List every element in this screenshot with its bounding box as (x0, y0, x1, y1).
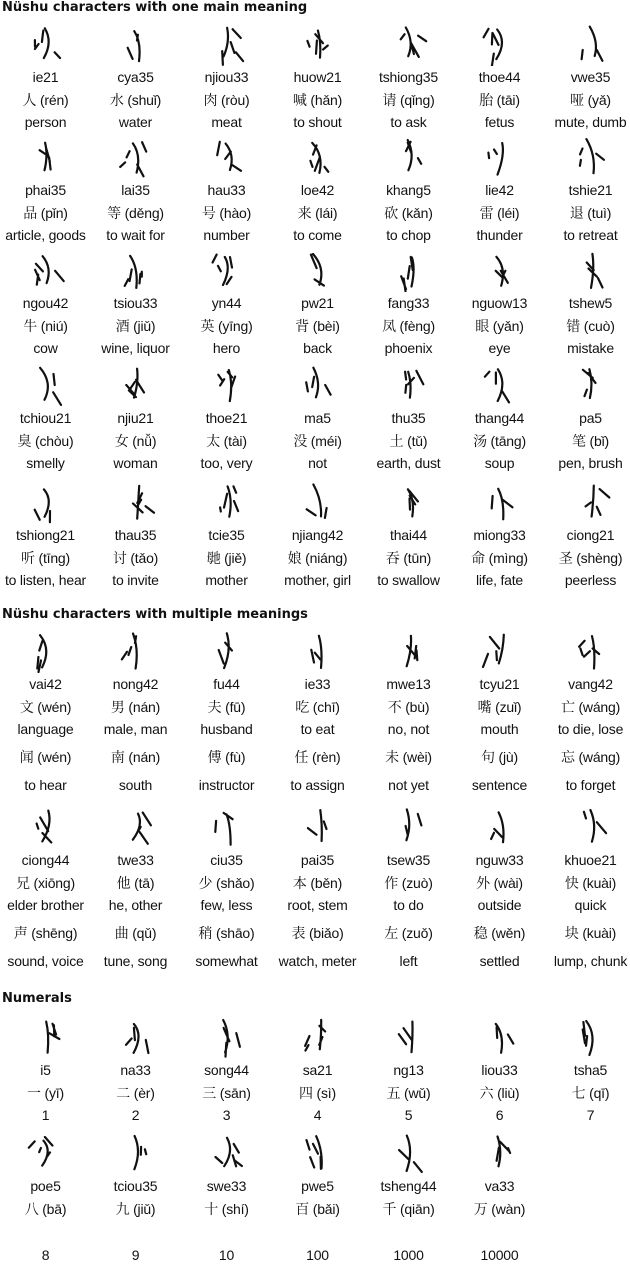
meaning-label: male, man (103, 721, 168, 737)
meaning-label: to invite (112, 572, 159, 588)
nushu-thang44-icon (480, 361, 520, 407)
nushu-liou33-icon (480, 1013, 520, 1059)
nushu-song44-icon (207, 1013, 247, 1059)
hanzi-label: 品 (pǐn) (23, 205, 68, 221)
hanzi-label-secondary: 左 (zuǒ) (384, 925, 433, 941)
hanzi-label: 万 (wàn) (473, 1201, 526, 1217)
meaning-label: meat (211, 114, 242, 130)
romanization-label: tchiou21 (19, 410, 72, 426)
meaning-label: number (203, 227, 250, 243)
meaning-label: smelly (26, 455, 65, 471)
meaning-label: no, not (387, 721, 430, 737)
hanzi-label-secondary: 稍 (shāo) (198, 925, 255, 941)
nushu-ciong44-icon (26, 803, 66, 849)
nushu-tshie21-icon (571, 133, 611, 179)
hanzi-label-secondary: 未 (wèi) (385, 749, 432, 765)
hanzi-label: 十 (shí) (204, 1201, 249, 1217)
romanization-label: huow21 (293, 69, 342, 85)
meaning-label-secondary: sound, voice (7, 953, 84, 969)
romanization-label: ie21 (32, 69, 59, 85)
meaning-label: mother (205, 572, 248, 588)
meaning-label-secondary: lump, chunk (553, 953, 628, 969)
nushu-twe33-icon (116, 803, 156, 849)
nushu-fu44-icon (207, 627, 247, 673)
hanzi-label: 没 (méi) (293, 433, 342, 449)
hanzi-label: 等 (děng) (107, 205, 164, 221)
romanization-label: ciong44 (21, 852, 70, 868)
hanzi-label-secondary: 表 (biǎo) (291, 925, 344, 941)
hanzi-label: 八 (bā) (24, 1201, 67, 1217)
hanzi-label-secondary: 任 (rèn) (294, 749, 341, 765)
meaning-label: to swallow (377, 572, 440, 588)
hanzi-label: 听 (tīng) (21, 550, 70, 566)
romanization-label: miong33 (473, 527, 526, 543)
nushu-yn44-icon (207, 246, 247, 292)
nushu-mwe13-icon (389, 627, 429, 673)
meaning-label: mouth (480, 721, 519, 737)
nushu-nguow13-icon (480, 246, 520, 292)
hanzi-label: 水 (shuǐ) (109, 92, 162, 108)
nushu-pwe5-icon (298, 1129, 338, 1175)
meaning-label: to chop (386, 227, 431, 243)
hanzi-label: 笔 (bǐ) (572, 433, 609, 449)
nushu-ma5-icon (298, 361, 338, 407)
nushu-vwe35-icon (571, 20, 611, 66)
romanization-label: tshew5 (568, 295, 613, 311)
meaning-label: 8 (41, 1247, 50, 1263)
meaning-label: article, goods (5, 227, 86, 243)
meaning-label: outside (477, 897, 522, 913)
romanization-label: tshie21 (568, 182, 613, 198)
hanzi-label: 号 (hào) (201, 205, 252, 221)
nushu-tshew5-icon (571, 246, 611, 292)
romanization-label: swe33 (206, 1178, 247, 1194)
meaning-label-secondary: to hear (24, 777, 67, 793)
nushu-thoe21-icon (207, 361, 247, 407)
meaning-label: back (303, 340, 332, 356)
nushu-sa21-icon (298, 1013, 338, 1059)
meaning-label-secondary: instructor (198, 777, 255, 793)
hanzi-label-secondary: 块 (kuài) (564, 925, 617, 941)
meaning-label: husband (200, 721, 253, 737)
nushu-ciu35-icon (207, 803, 247, 849)
romanization-label: njiu21 (117, 410, 154, 426)
meaning-label: 1000 (393, 1247, 424, 1263)
nushu-cya35-icon (116, 20, 156, 66)
romanization-label: tshiong35 (379, 69, 438, 85)
meaning-label: 10000 (480, 1247, 519, 1263)
romanization-label: nguw33 (475, 852, 524, 868)
romanization-label: njiang42 (291, 527, 344, 543)
nushu-lie42-icon (480, 133, 520, 179)
hanzi-label: 吃 (chī) (295, 699, 340, 715)
meaning-label: 10 (218, 1247, 235, 1263)
romanization-label: loe42 (300, 182, 335, 198)
meaning-label-secondary: south (118, 777, 153, 793)
hanzi-label: 眼 (yǎn) (475, 318, 524, 334)
romanization-label: mwe13 (386, 676, 431, 692)
meaning-label: few, less (200, 897, 253, 913)
hanzi-label: 喊 (hǎn) (292, 92, 343, 108)
romanization-label: nong42 (112, 676, 159, 692)
hanzi-label: 哑 (yǎ) (570, 92, 611, 108)
nushu-njiu21-icon (116, 361, 156, 407)
hanzi-label: 三 (sān) (202, 1085, 251, 1101)
romanization-label: fang33 (387, 295, 430, 311)
hanzi-label: 百 (bǎi) (295, 1201, 340, 1217)
meaning-label: to do (393, 897, 424, 913)
meaning-label: wine, liquor (101, 340, 170, 356)
meaning-label: 9 (131, 1247, 140, 1263)
hanzi-label: 本 (běn) (292, 875, 343, 891)
hanzi-label: 错 (cuò) (566, 318, 615, 334)
hanzi-label: 英 (yīng) (200, 318, 253, 334)
hanzi-label: 来 (lái) (297, 205, 338, 221)
romanization-label: vai42 (29, 676, 62, 692)
meaning-label: earth, dust (376, 455, 441, 471)
romanization-label: song44 (204, 1062, 249, 1078)
romanization-label: i5 (40, 1062, 51, 1078)
hanzi-label: 少 (shǎo) (198, 875, 255, 891)
hanzi-label: 臭 (chòu) (17, 433, 74, 449)
hanzi-label: 外 (wài) (476, 875, 523, 891)
nushu-tchiou21-icon (26, 361, 66, 407)
romanization-label: tsiou33 (113, 295, 158, 311)
hanzi-label-secondary: 稳 (wěn) (473, 925, 526, 941)
nushu-ngou42-icon (26, 246, 66, 292)
meaning-label: root, stem (287, 897, 348, 913)
hanzi-label-secondary: 声 (shēng) (13, 925, 78, 941)
meaning-label: peerless (564, 572, 617, 588)
romanization-label: pai35 (300, 852, 335, 868)
meaning-label: thunder (476, 227, 523, 243)
hanzi-label: 请 (qǐng) (382, 92, 435, 108)
nushu-na33-icon (116, 1013, 156, 1059)
hanzi-label: 四 (sì) (299, 1085, 336, 1101)
nushu-huow21-icon (298, 20, 338, 66)
hanzi-label: 不 (bù) (387, 699, 430, 715)
romanization-label: tsha5 (573, 1062, 608, 1078)
romanization-label: poe5 (30, 1178, 61, 1194)
hanzi-label: 人 (rén) (22, 92, 69, 108)
romanization-label: vang42 (568, 676, 613, 692)
meaning-label: 1 (41, 1107, 50, 1123)
hanzi-label-secondary: 句 (jù) (481, 749, 518, 765)
romanization-label: ma5 (304, 410, 331, 426)
hanzi-label: 命 (mìng) (471, 550, 528, 566)
meaning-label: soup (484, 455, 515, 471)
hanzi-label: 兄 (xiōng) (16, 875, 75, 891)
romanization-label: yn44 (211, 295, 242, 311)
nushu-khang5-icon (389, 133, 429, 179)
nushu-poe5-icon (26, 1129, 66, 1175)
hanzi-label: 他 (tā) (116, 875, 155, 891)
romanization-label: tsheng44 (380, 1178, 437, 1194)
romanization-label: tciou35 (113, 1178, 158, 1194)
nushu-pw21-icon (298, 246, 338, 292)
nushu-vang42-icon (571, 627, 611, 673)
meaning-label: elder brother (7, 897, 84, 913)
meaning-label: 7 (586, 1107, 595, 1123)
meaning-label: pen, brush (558, 455, 623, 471)
hanzi-label: 九 (jiǔ) (115, 1201, 156, 1217)
nushu-tcyu21-icon (480, 627, 520, 673)
meaning-label: 4 (313, 1107, 322, 1123)
romanization-label: nguow13 (471, 295, 528, 311)
romanization-label: hau33 (207, 182, 246, 198)
romanization-label: khuoe21 (564, 852, 617, 868)
nushu-miong33-icon (480, 478, 520, 524)
romanization-label: ng13 (393, 1062, 424, 1078)
meaning-label-secondary: settled (479, 953, 520, 969)
hanzi-label: 太 (tài) (206, 433, 247, 449)
hanzi-label-secondary: 闻 (wén) (19, 749, 72, 765)
romanization-label: thai44 (390, 527, 427, 543)
meaning-label: to ask (390, 114, 427, 130)
romanization-label: tcie35 (208, 527, 245, 543)
romanization-label: pw21 (301, 295, 334, 311)
nushu-phai35-icon (26, 133, 66, 179)
meaning-label: to eat (300, 721, 335, 737)
nushu-tsiou33-icon (116, 246, 156, 292)
nushu-pa5-icon (571, 361, 611, 407)
section-title-one-meaning: Nüshu characters with one main meaning (2, 0, 308, 15)
romanization-label: tshiong21 (16, 527, 75, 543)
romanization-label: tcyu21 (479, 676, 520, 692)
hanzi-label: 一 (yī) (27, 1085, 64, 1101)
meaning-label-secondary: left (399, 953, 418, 969)
meaning-label: too, very (200, 455, 253, 471)
hanzi-label: 圣 (shèng) (558, 550, 623, 566)
meaning-label: quick (574, 897, 607, 913)
meaning-label-secondary: tune, song (103, 953, 168, 969)
romanization-label: pa5 (579, 410, 602, 426)
meaning-label: to retreat (563, 227, 618, 243)
nushu-njiang42-icon (298, 478, 338, 524)
hanzi-label: 夫 (fū) (207, 699, 246, 715)
meaning-label: 6 (495, 1107, 504, 1123)
nushu-fang33-icon (389, 246, 429, 292)
romanization-label: va33 (484, 1178, 515, 1194)
meaning-label: cow (33, 340, 58, 356)
romanization-label: cya35 (117, 69, 154, 85)
hanzi-label: 背 (bèi) (295, 318, 340, 334)
meaning-label-secondary: to forget (565, 777, 616, 793)
romanization-label: ciu35 (210, 852, 243, 868)
romanization-label: na33 (120, 1062, 151, 1078)
meaning-label: mistake (567, 340, 614, 356)
romanization-label: lie42 (485, 182, 514, 198)
meaning-label-secondary: to assign (290, 777, 345, 793)
meaning-label: mother, girl (284, 572, 351, 588)
nushu-hau33-icon (207, 133, 247, 179)
hanzi-label: 千 (qiān) (382, 1201, 435, 1217)
meaning-label: not (308, 455, 327, 471)
nushu-tsha5-icon (571, 1013, 611, 1059)
hanzi-label: 作 (zuò) (384, 875, 433, 891)
meaning-label: he, other (108, 897, 163, 913)
romanization-label: ngou42 (22, 295, 69, 311)
nushu-swe33-icon (207, 1129, 247, 1175)
hanzi-label: 酒 (jiǔ) (115, 318, 156, 334)
nushu-thoe44-icon (480, 20, 520, 66)
romanization-label: khang5 (386, 182, 431, 198)
hanzi-label-secondary: 南 (nán) (110, 749, 161, 765)
meaning-label: to die, lose (557, 721, 624, 737)
meaning-label-secondary: somewhat (195, 953, 258, 969)
nushu-i5-icon (26, 1013, 66, 1059)
hanzi-label: 快 (kuài) (564, 875, 617, 891)
romanization-label: fu44 (213, 676, 240, 692)
nushu-tshiong21-icon (26, 478, 66, 524)
meaning-label: 2 (131, 1107, 140, 1123)
romanization-label: ciong21 (566, 527, 615, 543)
hanzi-label-secondary: 傅 (fù) (207, 749, 246, 765)
romanization-label: lai35 (121, 182, 150, 198)
nushu-va33-icon (480, 1129, 520, 1175)
section-title-numerals: Numerals (2, 991, 72, 1006)
romanization-label: thoe44 (478, 69, 521, 85)
meaning-label: water (118, 114, 153, 130)
nushu-thai44-icon (389, 478, 429, 524)
nushu-tshiong35-icon (389, 20, 429, 66)
meaning-label: 3 (222, 1107, 231, 1123)
meaning-label: to listen, hear (4, 572, 87, 588)
romanization-label: ie33 (304, 676, 331, 692)
nushu-lai35-icon (116, 133, 156, 179)
hanzi-label: 七 (qī) (571, 1085, 610, 1101)
nushu-ng13-icon (389, 1013, 429, 1059)
romanization-label: pwe5 (301, 1178, 334, 1194)
romanization-label: njiou33 (204, 69, 249, 85)
romanization-label: thau35 (114, 527, 157, 543)
romanization-label: sa21 (302, 1062, 333, 1078)
romanization-label: thoe21 (205, 410, 248, 426)
hanzi-label: 退 (tuì) (569, 205, 612, 221)
meaning-label: mute, dumb (554, 114, 627, 130)
meaning-label: woman (113, 455, 158, 471)
hanzi-label: 女 (nǚ) (114, 433, 157, 449)
hanzi-label: 嘴 (zuǐ) (477, 699, 522, 715)
hanzi-label: 文 (wén) (19, 699, 72, 715)
romanization-label: thu35 (391, 410, 426, 426)
romanization-label: tsew35 (386, 852, 431, 868)
romanization-label: vwe35 (570, 69, 611, 85)
hanzi-label: 土 (tǔ) (389, 433, 428, 449)
hanzi-label: 五 (wǔ) (386, 1085, 431, 1101)
hanzi-label: 毑 (jiě) (206, 550, 247, 566)
nushu-thau35-icon (116, 478, 156, 524)
meaning-label: eye (488, 340, 511, 356)
meaning-label: 5 (404, 1107, 413, 1123)
nushu-tciou35-icon (116, 1129, 156, 1175)
hanzi-label: 讨 (tǎo) (112, 550, 159, 566)
meaning-label: to wait for (106, 227, 165, 243)
nushu-vai42-icon (26, 627, 66, 673)
meaning-label-secondary: not yet (388, 777, 429, 793)
hanzi-label-secondary: 曲 (qǔ) (114, 925, 157, 941)
hanzi-label: 六 (liù) (479, 1085, 520, 1101)
romanization-label: twe33 (117, 852, 154, 868)
meaning-label: 100 (306, 1247, 329, 1263)
nushu-tcie35-icon (207, 478, 247, 524)
meaning-label: life, fate (475, 572, 524, 588)
nushu-loe42-icon (298, 133, 338, 179)
meaning-label: fetus (484, 114, 515, 130)
hanzi-label: 雷 (léi) (479, 205, 520, 221)
hanzi-label: 男 (nán) (110, 699, 161, 715)
hanzi-label: 肉 (ròu) (203, 92, 250, 108)
nushu-nong42-icon (116, 627, 156, 673)
meaning-label-secondary: watch, meter (278, 953, 357, 969)
meaning-label: phoenix (384, 340, 433, 356)
section-title-multiple-meanings: Nüshu characters with multiple meanings (2, 607, 308, 622)
nushu-thu35-icon (389, 361, 429, 407)
hanzi-label: 二 (èr) (116, 1085, 155, 1101)
romanization-label: thang44 (474, 410, 525, 426)
hanzi-label: 砍 (kǎn) (384, 205, 433, 221)
hanzi-label: 亡 (wáng) (560, 699, 621, 715)
hanzi-label-secondary: 忘 (wáng) (560, 749, 621, 765)
romanization-label: phai35 (25, 182, 66, 198)
nushu-njiou33-icon (207, 20, 247, 66)
meaning-label: hero (212, 340, 241, 356)
meaning-label: to come (293, 227, 342, 243)
hanzi-label: 吞 (tūn) (385, 550, 432, 566)
meaning-label: person (24, 114, 67, 130)
nushu-khuoe21-icon (571, 803, 611, 849)
nushu-tsew35-icon (389, 803, 429, 849)
hanzi-label: 凤 (fèng) (382, 318, 435, 334)
nushu-ciong21-icon (571, 478, 611, 524)
nushu-tsheng44-icon (389, 1129, 429, 1175)
meaning-label: to shout (293, 114, 342, 130)
meaning-label-secondary: sentence (471, 777, 528, 793)
hanzi-label: 牛 (niú) (23, 318, 68, 334)
nushu-pai35-icon (298, 803, 338, 849)
romanization-label: liou33 (481, 1062, 518, 1078)
hanzi-label: 胎 (tāi) (479, 92, 520, 108)
nushu-ie21-icon (26, 20, 66, 66)
hanzi-label: 汤 (tāng) (473, 433, 526, 449)
meaning-label: language (17, 721, 74, 737)
nushu-ie33-icon (298, 627, 338, 673)
hanzi-label: 娘 (niáng) (287, 550, 348, 566)
nushu-nguw33-icon (480, 803, 520, 849)
